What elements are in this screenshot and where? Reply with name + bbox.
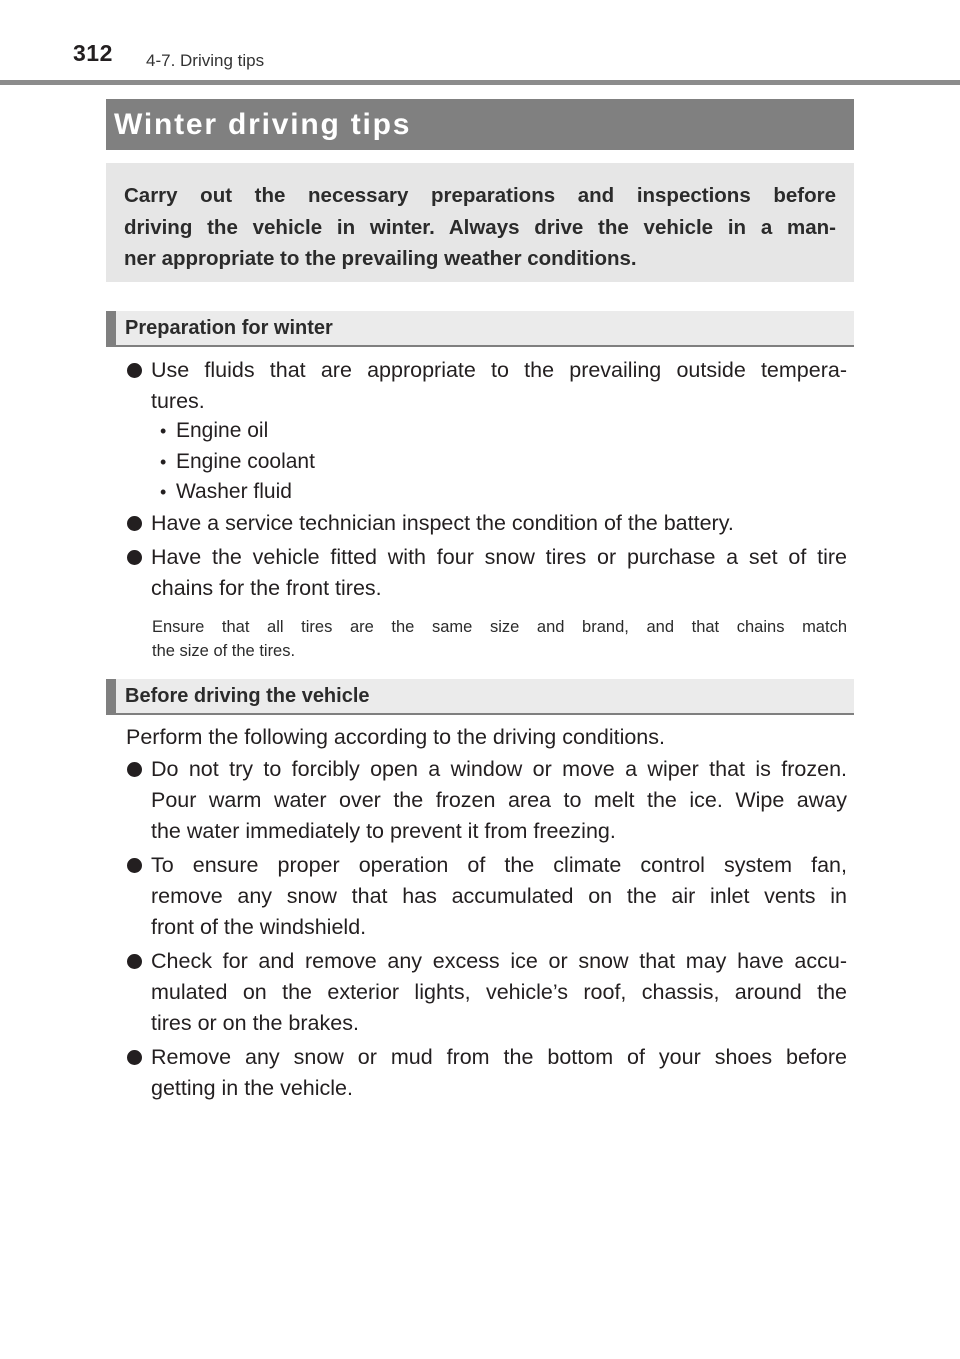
bullet-dot-icon (127, 363, 142, 378)
bullet-dot-icon (127, 516, 142, 531)
bullet-text-line: the water immediately to prevent it from freezing. (151, 819, 616, 843)
bullet-text-line: Check for and remove any excess ice or snow that may have accu- (151, 949, 847, 973)
note-line: the size of the tires. (152, 642, 296, 660)
bullet-text-line: Have the vehicle fitted with four snow tires or purchase a set of tire (151, 545, 847, 569)
before-driving-heading: Before driving the vehicle (125, 685, 370, 707)
bullet-text-line: Use fluids that are appropriate to the prevailing outside tempera- (151, 358, 847, 382)
bullet-text-line: Have a service technician inspect the condition of the battery. (151, 511, 734, 535)
before-driving-heading-bar (106, 679, 854, 715)
page-title: Winter driving tips (114, 108, 412, 141)
bullet-text-line: To ensure proper operation of the climate control system fan, (151, 853, 847, 877)
sub-item: Washer fluid (176, 480, 292, 503)
bullet-dot-icon (127, 550, 142, 565)
intro-line: ner appropriate to the prevailing weather conditions. (124, 247, 637, 270)
bullet-text-line: getting in the vehicle. (151, 1076, 353, 1100)
bullet-text-line: Pour warm water over the frozen area to melt the ice. Wipe away (151, 788, 847, 812)
bullet-text-line: mulated on the exterior lights, vehicle’s roof, chassis, around the (151, 980, 847, 1004)
bullet-text-line: Do not try to forcibly open a window or move a wiper that is frozen. (151, 757, 847, 781)
note-line: Ensure that all tires are the same size and brand, and that chains match (152, 618, 847, 636)
preparation-heading-bar (106, 311, 854, 347)
page-title-bar (106, 99, 854, 150)
header-divider (0, 80, 960, 85)
bullet-text-line: Remove any snow or mud from the bottom of your shoes before (151, 1045, 847, 1069)
sub-item: Engine oil (176, 419, 269, 442)
page-number: 312 (73, 40, 113, 66)
bullet-text-line: tures. (151, 389, 205, 413)
sub-bullet-icon: • (160, 482, 167, 502)
intro-box (106, 163, 854, 282)
sub-bullet-icon: • (160, 452, 167, 472)
bullet-dot-icon (127, 954, 142, 969)
intro-line: Carry out the necessary preparations and inspections before (124, 184, 836, 207)
sub-item: Engine coolant (176, 450, 315, 473)
section-breadcrumb: 4-7. Driving tips (146, 51, 265, 70)
bullet-dot-icon (127, 1050, 142, 1065)
sub-bullet-icon: • (160, 421, 167, 441)
preparation-heading: Preparation for winter (125, 317, 333, 339)
bullet-text-line: remove any snow that has accumulated on the air inlet vents in (151, 884, 847, 908)
intro-line: driving the vehicle in winter. Always drive the vehicle in a man- (124, 215, 836, 239)
before-driving-intro: Perform the following according to the driving conditions. (126, 725, 665, 749)
bullet-text-line: chains for the front tires. (151, 576, 382, 600)
bullet-text-line: front of the windshield. (151, 915, 367, 939)
bullet-dot-icon (127, 762, 142, 777)
bullet-text-line: tires or on the brakes. (151, 1011, 359, 1035)
bullet-dot-icon (127, 858, 142, 873)
